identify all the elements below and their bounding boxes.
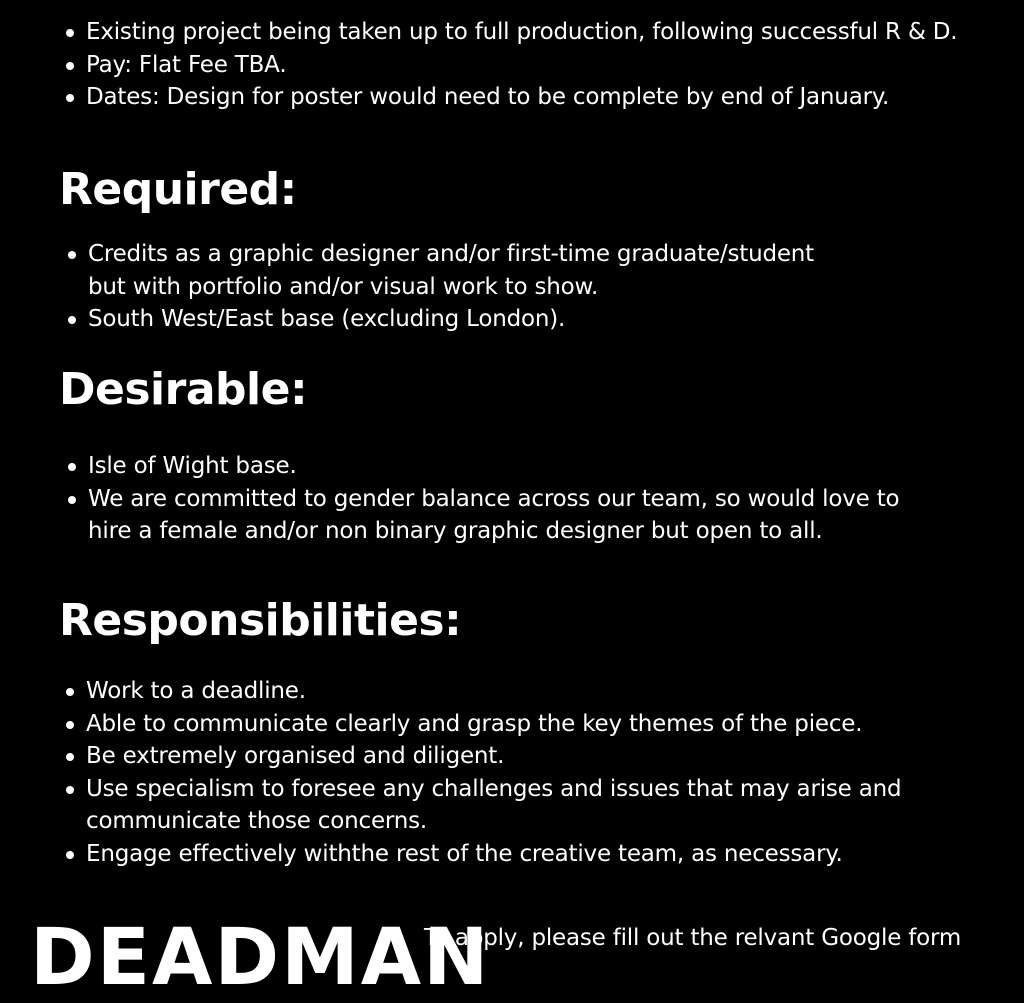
list-item: Able to communicate clearly and grasp the key themes of the piece. — [86, 708, 1024, 741]
list-item: Work to a deadline. — [86, 675, 1024, 708]
list-item-continuation: hire a female and/or non binary graphic designer but open to all. — [88, 518, 823, 544]
list-item-continuation: communicate those concerns. — [86, 808, 428, 834]
list-item: South West/East base (excluding London). — [88, 303, 1024, 336]
overview-section — [0, 16, 1024, 114]
desirable-section — [0, 450, 1024, 548]
list-item: Engage effectively withthe rest of the creative team, as necessary. — [86, 838, 1024, 871]
list-item: Use specialism to foresee any challenges and issues that may arise and — [86, 773, 1024, 806]
list-item: We are committed to gender balance across our team, so would love to — [88, 483, 1024, 516]
required-list — [88, 238, 1024, 336]
responsibilities-section — [0, 675, 1024, 870]
list-item: Be extremely organised and diligent. — [86, 740, 1024, 773]
company-logo: DEADMAN — [30, 913, 491, 1003]
list-item: Credits as a graphic designer and/or first-time graduate/student — [88, 238, 1024, 271]
desirable-heading: Desirable: — [59, 364, 308, 415]
apply-instructions: To apply, please fill out the relvant Google form — [424, 925, 962, 951]
list-item: Existing project being taken up to full production, following successful R & D. — [86, 16, 1024, 49]
responsibilities-list — [86, 675, 1024, 870]
overview-list — [86, 16, 1024, 114]
list-item: Isle of Wight base. — [88, 450, 1024, 483]
required-section — [0, 238, 1024, 336]
responsibilities-heading: Responsibilities: — [59, 595, 462, 646]
list-item: Dates: Design for poster would need to be complete by end of January. — [86, 81, 1024, 114]
required-heading: Required: — [59, 164, 297, 215]
list-item: Pay: Flat Fee TBA. — [86, 49, 1024, 82]
list-item-continuation: but with portfolio and/or visual work to show. — [88, 273, 599, 300]
desirable-list — [88, 450, 1024, 548]
